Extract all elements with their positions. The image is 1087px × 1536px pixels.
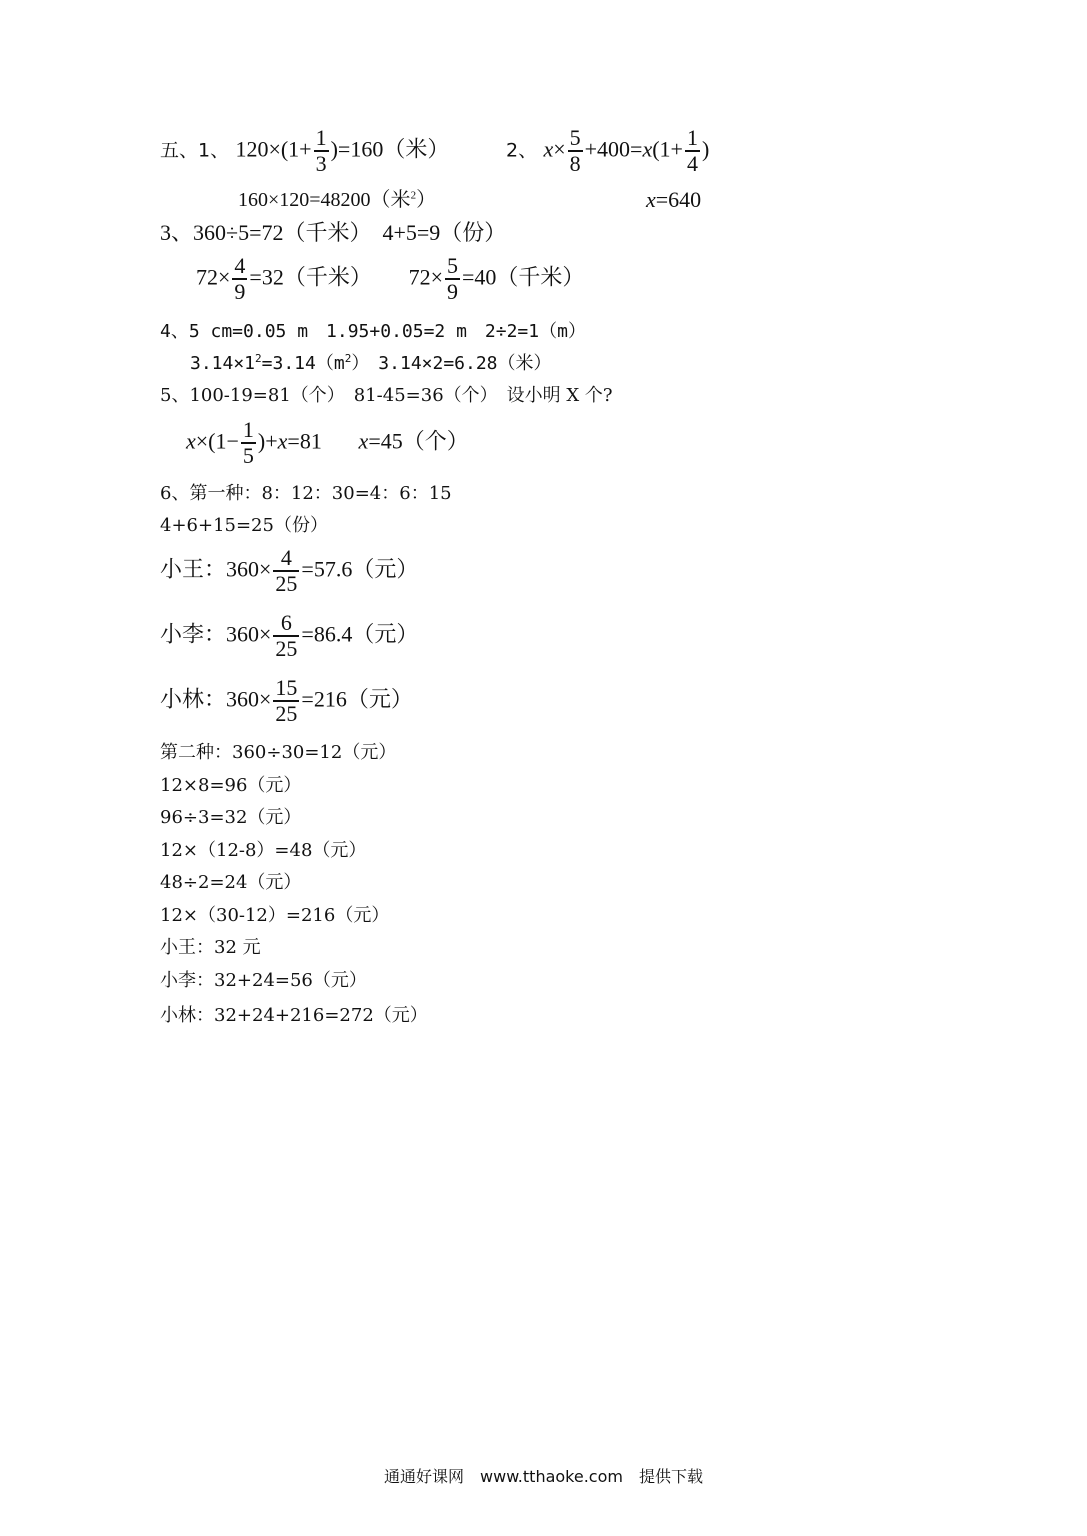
second-method-line: 小王：32 元 [160,937,261,958]
second-method-line: 12×（30-12）=216（元） [160,905,390,926]
x-solution: x=640 [646,187,702,212]
second-method-line: 小林：32+24+216=272（元） [160,1005,428,1026]
xiaolin-calc: 小林：360× $\frac{15}{25}$ =216（元） [160,675,413,726]
xiaowang-calc: 小王：360× $\frac{4}{25}$ =57.6（元） [160,545,419,596]
q4-line-2: $3.14\times 1^2=3.14(m^2)$ 3.14×2=6.28（米） [190,352,552,374]
q1-fraction: $\frac{1}{3}$ [315,125,327,176]
q3-fraction-1: $\frac{4}{9}$ [234,253,246,304]
q6-line-1: 6、第一种：8：12：30=4：6：15 [160,483,452,504]
q3-line-1: 3、360÷5=72（千米） 4+5=9（份） [160,220,507,245]
q1-expr-b: )=160（米） [330,136,450,162]
second-method-line: 第二种：360÷30=12（元） [160,742,397,763]
section-label: 五、1、 [160,139,230,162]
xiaoli-fraction: $\frac{6}{25}$ [275,610,298,661]
q2-fraction-2: $\frac{1}{4}$ [686,125,698,176]
q1-expr-a: 120×(1+ [235,136,312,162]
q6-line-2: 4+6+15=25（份） [160,515,328,536]
second-method-line: 12×8=96（元） [160,775,302,796]
second-method-line: 12×（12-8）=48（元） [160,840,367,861]
xiaolin-fraction: $\frac{15}{25}$ [275,675,298,726]
second-method-line: 小李：32+24=56（元） [160,970,367,991]
second-method-line: 48÷2=24（元） [160,872,302,893]
q5-equation: x×(1− $\frac{1}{5}$ )+x=81 x=45（个） [186,417,469,468]
page-footer: 通通好课网 www.tthaoke.com 提供下载 [384,1467,703,1486]
q5-line-1: 5、100-19=81（个） 81-45=36（个） 设小明 X 个? [160,385,613,406]
xiaowang-fraction: $\frac{4}{25}$ [275,545,298,596]
second-method-line: 96÷3=32（元） [160,807,302,828]
q5-fraction: $\frac{1}{5}$ [242,417,254,468]
q4-line-1: 4、5 cm=0.05 m 1.95+0.05=2 m 2÷2=1（m） [160,321,586,342]
q3-line-2: 72× $\frac{4}{9}$ =32（千米） 72× $\frac{5}{9}$ =40（千米） [196,253,585,304]
xiaoli-calc: 小李：360× $\frac{6}{25}$ =86.4（元） [160,610,419,661]
q2-equation: 2、 x× $\frac{5}{8}$ +400=x(1+ $\frac{1}{4}$ ) [506,125,710,176]
q3-fraction-2: $\frac{5}{9}$ [446,253,458,304]
q2-fraction-1: $\frac{5}{8}$ [569,125,581,176]
area-line: 160×120=48200（米$^2$） [238,189,437,211]
q5-header-line [160,126,449,176]
